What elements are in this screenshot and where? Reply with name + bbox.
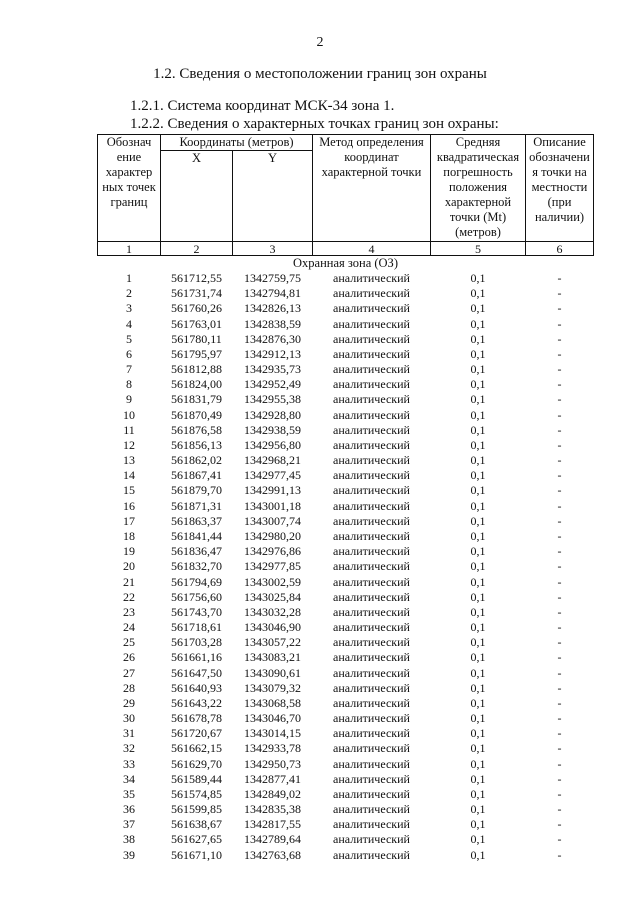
method: аналитический <box>333 695 410 710</box>
description: - <box>557 331 562 346</box>
coord-x: 561856,13 <box>171 437 222 452</box>
header-method: Метод определения координат характерной точки <box>313 135 431 242</box>
method: аналитический <box>333 301 410 316</box>
coord-x: 561876,58 <box>171 422 222 437</box>
table-row <box>98 726 594 741</box>
table-row <box>98 757 594 772</box>
column-number: 4 <box>313 242 431 256</box>
description: - <box>557 574 562 589</box>
method: аналитический <box>333 680 410 695</box>
coord-y: 1343090,61 <box>244 665 301 680</box>
description: - <box>557 453 562 468</box>
error: 0,1 <box>470 650 486 665</box>
coord-x: 561862,02 <box>171 453 222 468</box>
error: 0,1 <box>470 498 486 513</box>
error: 0,1 <box>470 407 486 422</box>
point-number: 7 <box>126 362 132 377</box>
coord-x: 561832,70 <box>171 559 222 574</box>
coord-y: 1342789,64 <box>244 832 301 847</box>
point-number: 13 <box>123 453 135 468</box>
coord-x: 561574,85 <box>171 786 222 801</box>
coord-x: 561662,15 <box>171 741 222 756</box>
point-number: 21 <box>123 574 135 589</box>
method: аналитический <box>333 620 410 635</box>
table-row <box>98 544 594 559</box>
coord-x: 561638,67 <box>171 817 222 832</box>
method: аналитический <box>333 483 410 498</box>
point-number: 20 <box>123 559 135 574</box>
table-row <box>98 772 594 787</box>
coord-y: 1342991,13 <box>244 483 301 498</box>
description: - <box>557 377 562 392</box>
coord-y: 1342826,13 <box>244 301 301 316</box>
method: аналитический <box>333 802 410 817</box>
error: 0,1 <box>470 468 486 483</box>
point-number: 16 <box>123 498 135 513</box>
table-row <box>98 696 594 711</box>
coord-x: 561871,31 <box>171 498 222 513</box>
coord-y: 1342876,30 <box>244 331 301 346</box>
point-number: 23 <box>123 604 135 619</box>
header-error: Средняя квадратическая погрешность положения характерной точки (Mt) (метров) <box>431 135 526 242</box>
coord-x: 561870,49 <box>171 407 222 422</box>
header-y: Y <box>233 151 313 242</box>
coord-y: 1342912,13 <box>244 346 301 361</box>
description: - <box>557 711 562 726</box>
method: аналитический <box>333 346 410 361</box>
point-number: 28 <box>123 680 135 695</box>
description: - <box>557 468 562 483</box>
method: аналитический <box>333 574 410 589</box>
point-number: 15 <box>123 483 135 498</box>
point-number: 8 <box>126 377 132 392</box>
page-number: 2 <box>316 35 324 50</box>
table-row <box>98 453 594 468</box>
coord-y: 1342794,81 <box>244 286 301 301</box>
description: - <box>557 286 562 301</box>
description: - <box>557 362 562 377</box>
coord-x: 561812,88 <box>171 362 222 377</box>
table-row <box>98 711 594 726</box>
point-number: 5 <box>126 331 132 346</box>
coord-y: 1342976,86 <box>244 544 301 559</box>
header-x: X <box>161 151 233 242</box>
coord-x: 561640,93 <box>171 680 222 695</box>
table-row <box>98 590 594 605</box>
error: 0,1 <box>470 362 486 377</box>
error: 0,1 <box>470 316 486 331</box>
error: 0,1 <box>470 680 486 695</box>
method: аналитический <box>333 726 410 741</box>
error: 0,1 <box>470 529 486 543</box>
point-number: 4 <box>126 316 132 331</box>
table-row <box>98 362 594 377</box>
description: - <box>557 847 562 862</box>
table-row <box>98 817 594 832</box>
error: 0,1 <box>470 377 486 392</box>
method: аналитический <box>333 286 410 301</box>
header-coordinates: Координаты (метров) <box>161 135 313 151</box>
table-row <box>98 438 594 453</box>
description: - <box>557 316 562 331</box>
coord-y: 1342938,59 <box>244 422 301 437</box>
error: 0,1 <box>470 271 486 286</box>
error: 0,1 <box>470 453 486 468</box>
error: 0,1 <box>470 847 486 862</box>
coord-x: 561824,00 <box>171 377 222 392</box>
description: - <box>557 741 562 756</box>
coord-x: 561731,74 <box>171 286 222 301</box>
coord-y: 1342955,38 <box>244 392 301 407</box>
description: - <box>557 635 562 650</box>
coord-y: 1342935,73 <box>244 362 301 377</box>
zone-label: Охранная зона (ОЗ) <box>293 256 398 270</box>
coord-y: 1342968,21 <box>244 453 301 468</box>
table-row <box>98 650 594 665</box>
point-number: 25 <box>123 635 135 650</box>
table-row <box>98 529 594 544</box>
description: - <box>557 407 562 422</box>
table-row <box>98 271 594 286</box>
description: - <box>557 529 562 543</box>
point-number: 39 <box>123 847 135 862</box>
description: - <box>557 544 562 559</box>
point-number: 19 <box>123 544 135 559</box>
error: 0,1 <box>470 483 486 498</box>
coord-x: 561836,47 <box>171 544 222 559</box>
coord-x: 561756,60 <box>171 589 222 604</box>
method: аналитический <box>333 847 410 862</box>
table-row <box>98 848 594 863</box>
table-row <box>98 468 594 483</box>
error: 0,1 <box>470 544 486 559</box>
method: аналитический <box>333 513 410 528</box>
point-number: 17 <box>123 513 135 528</box>
method: аналитический <box>333 529 410 543</box>
coord-x: 561599,85 <box>171 802 222 817</box>
boundary-points-table <box>97 134 594 863</box>
table-row <box>98 408 594 423</box>
error: 0,1 <box>470 331 486 346</box>
coord-x: 561831,79 <box>171 392 222 407</box>
description: - <box>557 346 562 361</box>
coord-x: 561678,78 <box>171 711 222 726</box>
coord-x: 561780,11 <box>171 331 222 346</box>
coord-y: 1343014,15 <box>244 726 301 741</box>
coord-y: 1343032,28 <box>244 604 301 619</box>
coord-y: 1342835,38 <box>244 802 301 817</box>
method: аналитический <box>333 437 410 452</box>
section-heading: 1.2. Сведения о местоположении границ зон охраны <box>153 66 487 82</box>
error: 0,1 <box>470 695 486 710</box>
table-row <box>98 559 594 574</box>
coord-y: 1342817,55 <box>244 817 301 832</box>
coord-y: 1343007,74 <box>244 513 301 528</box>
method: аналитический <box>333 832 410 847</box>
coord-x: 561794,69 <box>171 574 222 589</box>
error: 0,1 <box>470 346 486 361</box>
error: 0,1 <box>470 604 486 619</box>
point-number: 12 <box>123 437 135 452</box>
coord-x: 561661,16 <box>171 650 222 665</box>
point-number: 14 <box>123 468 135 483</box>
coord-y: 1343068,58 <box>244 695 301 710</box>
coord-y: 1342950,73 <box>244 756 301 771</box>
coord-x: 561879,70 <box>171 483 222 498</box>
error: 0,1 <box>470 574 486 589</box>
point-number: 27 <box>123 665 135 680</box>
method: аналитический <box>333 635 410 650</box>
coord-x: 561867,41 <box>171 468 222 483</box>
description: - <box>557 817 562 832</box>
error: 0,1 <box>470 635 486 650</box>
coord-y: 1343001,18 <box>244 498 301 513</box>
coord-y: 1342956,80 <box>244 437 301 452</box>
coord-x: 561863,37 <box>171 513 222 528</box>
subsection-coordinate-system: 1.2.1. Система координат МСК-34 зона 1. <box>130 98 395 114</box>
method: аналитический <box>333 468 410 483</box>
description: - <box>557 498 562 513</box>
coord-y: 1343025,84 <box>244 589 301 604</box>
table-row <box>98 499 594 514</box>
table-row <box>98 301 594 316</box>
coord-x: 561589,44 <box>171 771 222 786</box>
table-row <box>98 483 594 498</box>
coord-y: 1343002,59 <box>244 574 301 589</box>
table-row <box>98 620 594 635</box>
description: - <box>557 422 562 437</box>
point-number: 11 <box>123 422 135 437</box>
coord-y: 1342977,85 <box>244 559 301 574</box>
coord-y: 1342877,41 <box>244 771 301 786</box>
table-row <box>98 681 594 696</box>
coord-x: 561712,55 <box>171 271 222 286</box>
coord-y: 1342980,20 <box>244 529 301 543</box>
method: аналитический <box>333 453 410 468</box>
method: аналитический <box>333 650 410 665</box>
coord-y: 1342763,68 <box>244 847 301 862</box>
point-number: 24 <box>123 620 135 635</box>
column-number: 5 <box>431 242 526 256</box>
table-row <box>98 787 594 802</box>
coord-y: 1343057,22 <box>244 635 301 650</box>
point-number: 31 <box>123 726 135 741</box>
coord-x: 561671,10 <box>171 847 222 862</box>
coord-y: 1343083,21 <box>244 650 301 665</box>
description: - <box>557 695 562 710</box>
method: аналитический <box>333 377 410 392</box>
column-number: 6 <box>526 242 594 256</box>
coord-x: 561718,61 <box>171 620 222 635</box>
column-number: 3 <box>233 242 313 256</box>
point-number: 2 <box>126 286 132 301</box>
coord-x: 561643,22 <box>171 695 222 710</box>
table-row <box>98 286 594 301</box>
coord-y: 1342759,75 <box>244 271 301 286</box>
point-number: 26 <box>123 650 135 665</box>
point-number: 35 <box>123 786 135 801</box>
coord-x: 561760,26 <box>171 301 222 316</box>
point-number: 3 <box>126 301 132 316</box>
description: - <box>557 392 562 407</box>
point-number: 29 <box>123 695 135 710</box>
table-row <box>98 347 594 362</box>
method: аналитический <box>333 331 410 346</box>
description: - <box>557 771 562 786</box>
method: аналитический <box>333 407 410 422</box>
table-row <box>98 802 594 817</box>
point-number: 18 <box>123 529 135 543</box>
error: 0,1 <box>470 392 486 407</box>
coord-x: 561795,97 <box>171 346 222 361</box>
table-row <box>98 377 594 392</box>
coord-x: 561647,50 <box>171 665 222 680</box>
error: 0,1 <box>470 513 486 528</box>
method: аналитический <box>333 756 410 771</box>
method: аналитический <box>333 362 410 377</box>
table-row <box>98 574 594 589</box>
subsection-points-info: 1.2.2. Сведения о характерных точках границ зон охраны: <box>130 116 499 132</box>
coord-x: 561841,44 <box>171 529 222 543</box>
method: аналитический <box>333 559 410 574</box>
description: - <box>557 604 562 619</box>
point-number: 34 <box>123 771 135 786</box>
table-row <box>98 392 594 407</box>
coord-y: 1343079,32 <box>244 680 301 695</box>
column-number: 1 <box>98 242 161 256</box>
point-number: 10 <box>123 407 135 422</box>
method: аналитический <box>333 786 410 801</box>
coord-y: 1342933,78 <box>244 741 301 756</box>
coord-y: 1342838,59 <box>244 316 301 331</box>
method: аналитический <box>333 741 410 756</box>
description: - <box>557 271 562 286</box>
table-row <box>98 605 594 620</box>
method: аналитический <box>333 498 410 513</box>
coord-x: 561720,67 <box>171 726 222 741</box>
point-number: 9 <box>126 392 132 407</box>
header-designation: Обознач ение характер ных точек границ <box>98 135 161 242</box>
method: аналитический <box>333 817 410 832</box>
table-row <box>98 514 594 529</box>
coord-x: 561703,28 <box>171 635 222 650</box>
error: 0,1 <box>470 726 486 741</box>
error: 0,1 <box>470 802 486 817</box>
error: 0,1 <box>470 301 486 316</box>
method: аналитический <box>333 422 410 437</box>
point-number: 36 <box>123 802 135 817</box>
table-row <box>98 332 594 347</box>
method: аналитический <box>333 771 410 786</box>
description: - <box>557 620 562 635</box>
method: аналитический <box>333 271 410 286</box>
description: - <box>557 559 562 574</box>
point-number: 1 <box>126 271 132 286</box>
error: 0,1 <box>470 665 486 680</box>
coord-x: 561763,01 <box>171 316 222 331</box>
description: - <box>557 650 562 665</box>
method: аналитический <box>333 316 410 331</box>
point-number: 32 <box>123 741 135 756</box>
error: 0,1 <box>470 589 486 604</box>
table-row <box>98 832 594 847</box>
coord-y: 1343046,70 <box>244 711 301 726</box>
error: 0,1 <box>470 711 486 726</box>
coord-y: 1342849,02 <box>244 786 301 801</box>
coord-x: 561743,70 <box>171 604 222 619</box>
header-description: Описание обозначени я точки на местности (при наличии) <box>526 135 594 242</box>
error: 0,1 <box>470 559 486 574</box>
coord-x: 561627,65 <box>171 832 222 847</box>
point-number: 22 <box>123 589 135 604</box>
error: 0,1 <box>470 832 486 847</box>
description: - <box>557 802 562 817</box>
error: 0,1 <box>470 286 486 301</box>
error: 0,1 <box>470 756 486 771</box>
error: 0,1 <box>470 817 486 832</box>
point-number: 6 <box>126 346 132 361</box>
table-row <box>98 741 594 756</box>
coord-y: 1342952,49 <box>244 377 301 392</box>
point-number: 37 <box>123 817 135 832</box>
description: - <box>557 756 562 771</box>
method: аналитический <box>333 544 410 559</box>
column-number: 2 <box>161 242 233 256</box>
table-row <box>98 665 594 680</box>
method: аналитический <box>333 711 410 726</box>
method: аналитический <box>333 392 410 407</box>
coord-x: 561629,70 <box>171 756 222 771</box>
error: 0,1 <box>470 771 486 786</box>
table-row <box>98 635 594 650</box>
table-row <box>98 423 594 438</box>
point-number: 30 <box>123 711 135 726</box>
description: - <box>557 665 562 680</box>
description: - <box>557 437 562 452</box>
point-number: 33 <box>123 756 135 771</box>
error: 0,1 <box>470 422 486 437</box>
error: 0,1 <box>470 620 486 635</box>
method: аналитический <box>333 589 410 604</box>
description: - <box>557 301 562 316</box>
description: - <box>557 832 562 847</box>
description: - <box>557 726 562 741</box>
error: 0,1 <box>470 786 486 801</box>
description: - <box>557 513 562 528</box>
description: - <box>557 483 562 498</box>
method: аналитический <box>333 604 410 619</box>
description: - <box>557 589 562 604</box>
coord-y: 1342977,45 <box>244 468 301 483</box>
table-row <box>98 317 594 332</box>
point-number: 38 <box>123 832 135 847</box>
error: 0,1 <box>470 741 486 756</box>
description: - <box>557 680 562 695</box>
description: - <box>557 786 562 801</box>
method: аналитический <box>333 665 410 680</box>
error: 0,1 <box>470 437 486 452</box>
coord-y: 1342928,80 <box>244 407 301 422</box>
coord-y: 1343046,90 <box>244 620 301 635</box>
